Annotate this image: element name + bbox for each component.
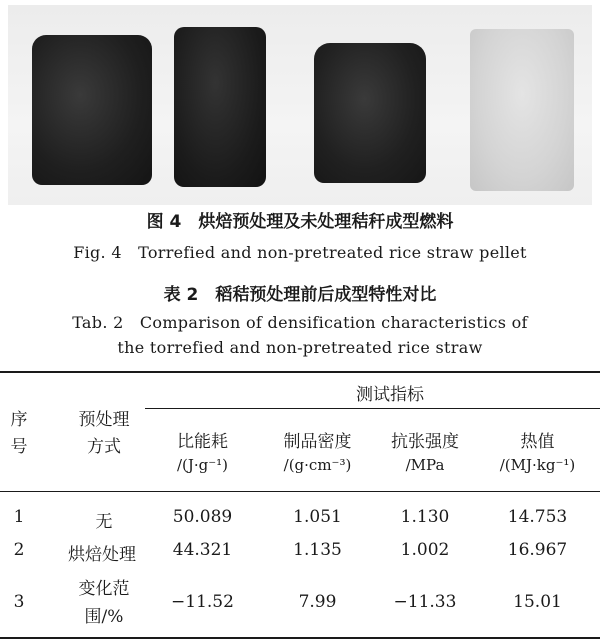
table-bottom-rule (0, 637, 600, 639)
row1-col1: 50.089 (172, 507, 233, 527)
untreated-pellet (470, 29, 574, 191)
row3-col1: −11.52 (171, 592, 234, 612)
header-no-line2: 号 (10, 437, 28, 457)
header-col2-unit: /(g·cm⁻³) (283, 456, 352, 474)
header-method-line1: 预处理 (78, 410, 130, 430)
row1-method: 无 (95, 512, 113, 532)
row3-col2: 7.99 (298, 592, 337, 612)
row1-col4: 14.753 (507, 507, 568, 527)
row2-col1: 44.321 (172, 540, 233, 560)
torrefied-pellet-2 (174, 27, 266, 187)
header-col3-unit: /MPa (405, 456, 445, 474)
header-no-line1: 序 (10, 410, 28, 430)
torrefied-pellet-3 (314, 43, 426, 183)
row2-col3: 1.002 (400, 540, 450, 560)
header-col4-name: 热值 (520, 432, 555, 452)
header-col3-name: 抗张强度 (391, 432, 459, 452)
figure-caption-en: Fig. 4 Torrefied and non-pretreated rice straw pellet (73, 243, 527, 262)
row2-col2: 1.135 (293, 540, 342, 560)
row3-method-line1: 变化范 (78, 579, 130, 599)
header-group-label: 测试指标 (356, 385, 424, 405)
table-caption-en-line1: Tab. 2 Comparison of densification characteristics of (72, 313, 528, 332)
table-caption-cn: 表 2 稻秸预处理前后成型特性对比 (163, 285, 437, 305)
row3-col3: −11.33 (393, 592, 457, 612)
row1-no: 1 (13, 507, 25, 527)
row3-col4: 15.01 (513, 592, 562, 612)
table-header-rule (0, 491, 600, 492)
table-caption-en-line2: the torrefied and non-pretreated rice straw (117, 338, 483, 357)
header-method-line2: 方式 (87, 437, 121, 457)
header-col1-unit: /(J·g⁻¹) (176, 456, 229, 474)
header-col4-unit: /(MJ·kg⁻¹) (499, 456, 576, 474)
figure-caption-cn: 图 4 烘焙预处理及未处理秸秆成型燃料 (146, 212, 454, 232)
row2-method: 烘焙处理 (68, 545, 136, 565)
row1-col2: 1.051 (293, 507, 342, 527)
row1-col3: 1.130 (400, 507, 450, 527)
row2-no: 2 (13, 540, 25, 560)
pellet-photo (8, 5, 592, 205)
header-col2-name: 制品密度 (283, 432, 352, 452)
header-col1-name: 比能耗 (177, 432, 228, 452)
torrefied-pellet-1 (32, 35, 152, 185)
table-top-rule (0, 371, 600, 373)
row2-col4: 16.967 (507, 540, 568, 560)
table-group-rule (145, 408, 600, 409)
row3-method-line2: 围/% (84, 607, 124, 627)
row3-no: 3 (13, 592, 25, 612)
